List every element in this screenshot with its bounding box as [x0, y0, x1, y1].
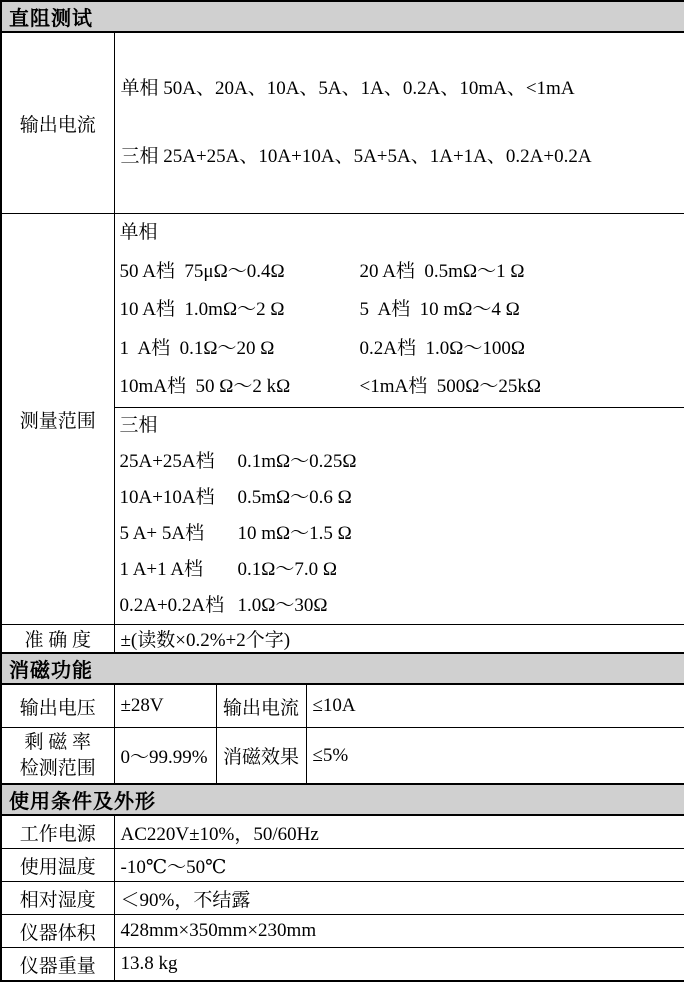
accuracy-value: ±(读数×0.2%+2个字): [114, 625, 684, 654]
range-item: 25A+25A档: [120, 444, 238, 480]
residual-magnetism-label-line1: 剩 磁 率: [2, 730, 114, 756]
residual-magnetism-label-line2: 检测范围: [2, 756, 114, 782]
single-phase-line: [120, 368, 684, 407]
row-demag-residual-effect: [1, 728, 684, 785]
section-header-dc-test: [1, 1, 684, 32]
section-title-dc-test: 直阻测试: [1, 1, 684, 32]
range-item: 10A+10A档: [120, 480, 238, 516]
instrument-weight-label: 仪器重量: [1, 948, 114, 982]
relative-humidity-value: ＜90%，不结露: [114, 882, 684, 915]
operating-temperature-label: 使用温度: [1, 849, 114, 882]
output-current-value: [114, 32, 684, 214]
range-item: 1.0Ω～30Ω: [238, 588, 328, 624]
range-item: 0.5mΩ～0.6 Ω: [238, 480, 352, 516]
relative-humidity-label: 相对湿度: [1, 882, 114, 915]
operating-temperature-value: -10℃～50℃: [114, 849, 684, 882]
single-phase-title: 单相: [120, 214, 684, 253]
row-measure-range-single-phase: [1, 214, 684, 408]
demag-effect-label: 消磁效果: [216, 728, 306, 785]
range-item: 1 A档 0.1Ω～20 Ω: [120, 330, 360, 369]
output-current-label: 输出电流: [1, 32, 114, 214]
range-item: 0.1mΩ～0.25Ω: [238, 444, 357, 480]
residual-magnetism-label: [1, 728, 114, 785]
range-item: 0.1Ω～7.0 Ω: [238, 552, 338, 588]
range-item: 10mA档 50 Ω～2 kΩ: [120, 368, 360, 407]
measure-range-single-phase-cell: [114, 214, 684, 408]
single-phase-line: [120, 253, 684, 292]
accuracy-label: 准 确 度: [1, 625, 114, 654]
range-item: 10 mΩ～1.5 Ω: [238, 516, 352, 552]
range-item: <1mA档 500Ω～25kΩ: [360, 368, 541, 407]
section-header-conditions: [1, 784, 684, 815]
row-instrument-size: [1, 915, 684, 948]
power-supply-value: AC220V±10%，50/60Hz: [114, 815, 684, 849]
section-title-conditions: 使用条件及外形: [1, 784, 684, 815]
range-item: 0.2A档 1.0Ω～100Ω: [360, 330, 525, 369]
section-title-demag: 消磁功能: [1, 653, 684, 684]
range-item: 50 A档 75μΩ～0.4Ω: [120, 253, 360, 292]
demag-output-current-label: 输出电流: [216, 684, 306, 728]
demag-effect-value: ≤5%: [306, 728, 684, 785]
three-phase-title: 三相: [120, 408, 684, 444]
section-header-demag: [1, 653, 684, 684]
residual-magnetism-value: 0～99.99%: [114, 728, 216, 785]
output-current-three-phase: 三相 25A+25A、10A+10A、5A+5A、1A+1A、0.2A+0.2A: [121, 145, 684, 169]
three-phase-line: [120, 552, 684, 588]
single-phase-line: [120, 330, 684, 369]
range-item: 20 A档 0.5mΩ～1 Ω: [360, 253, 525, 292]
row-output-current: [1, 32, 684, 214]
range-item: 10 A档 1.0mΩ～2 Ω: [120, 291, 360, 330]
three-phase-line: [120, 516, 684, 552]
demag-output-current-value: ≤10A: [306, 684, 684, 728]
demag-output-voltage-value: ±28V: [114, 684, 216, 728]
three-phase-line: [120, 480, 684, 516]
row-demag-voltage-current: [1, 684, 684, 728]
range-item: 5 A+ 5A档: [120, 516, 238, 552]
single-phase-line: [120, 291, 684, 330]
instrument-weight-value: 13.8 kg: [114, 948, 684, 982]
demag-output-voltage-label: 输出电压: [1, 684, 114, 728]
range-item: 0.2A+0.2A档: [120, 588, 238, 624]
range-item: 1 A+1 A档: [120, 552, 238, 588]
instrument-size-label: 仪器体积: [1, 915, 114, 948]
measure-range-label: 测量范围: [1, 214, 114, 625]
three-phase-line: [120, 444, 684, 480]
measure-range-three-phase-cell: [114, 408, 684, 625]
row-instrument-weight: [1, 948, 684, 982]
range-item: 5 A档 10 mΩ～4 Ω: [360, 291, 520, 330]
row-accuracy: [1, 625, 684, 654]
row-operating-temperature: [1, 849, 684, 882]
row-power-supply: [1, 815, 684, 849]
row-relative-humidity: [1, 882, 684, 915]
three-phase-line: [120, 588, 684, 624]
power-supply-label: 工作电源: [1, 815, 114, 849]
output-current-single-phase: 单相 50A、20A、10A、5A、1A、0.2A、10mA、<1mA: [121, 77, 684, 101]
instrument-size-value: 428mm×350mm×230mm: [114, 915, 684, 948]
